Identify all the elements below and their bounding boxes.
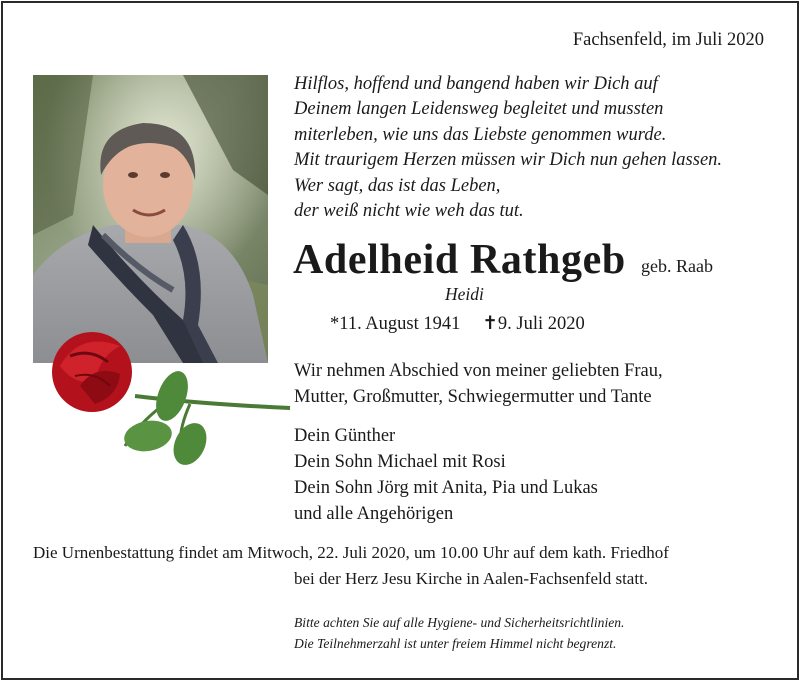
life-dates <box>330 313 585 335</box>
funeral-info-line-1: Die Urnenbestattung findet am Mitwoch, 22. Juli 2020, um 10.00 Uhr auf dem kath. Friedhof <box>33 543 669 562</box>
poem-line: Deinem langen Leidensweg begleitet und mussten <box>294 99 664 120</box>
farewell-text <box>294 358 663 410</box>
deceased-name: Adelheid Rathgeb <box>293 237 626 283</box>
notice-line: Die Teilnehmerzahl ist unter freiem Himmel nicht begrenzt. <box>294 636 617 651</box>
poem-line: Mit traurigem Herzen müssen wir Dich nun gehen lassen. <box>294 150 723 171</box>
poem-line: der weiß nicht wie weh das tut. <box>294 201 524 222</box>
portrait-photo <box>33 75 268 363</box>
place-and-date: Fachsenfeld, im Juli 2020 <box>572 30 764 50</box>
poem-line: Hilflos, hoffend und bangend haben wir Dich auf <box>294 74 658 94</box>
hygiene-notice <box>294 612 624 654</box>
farewell-line: Wir nehmen Abschied von meiner geliebten Frau, <box>294 361 663 381</box>
poem-line: Wer sagt, das ist das Leben, <box>294 175 501 196</box>
rose-icon <box>40 326 300 476</box>
family-member: und alle Angehörigen <box>294 504 454 524</box>
birth-date: *11. August 1941 <box>330 314 461 334</box>
death-date: ✝9. Juli 2020 <box>482 314 585 334</box>
family-member: Dein Günther <box>294 426 396 446</box>
nickname: Heidi <box>445 284 484 304</box>
farewell-line: Mutter, Großmutter, Schwiegermutter und Tante <box>294 387 652 407</box>
notice-line: Bitte achten Sie auf alle Hygiene- und Sicherheitsrichtlinien. <box>294 615 625 630</box>
family-member: Dein Sohn Jörg mit Anita, Pia und Lukas <box>294 478 598 498</box>
birth-name: geb. Raab <box>641 256 713 276</box>
family-member: Dein Sohn Michael mit Rosi <box>294 452 506 472</box>
family-list <box>294 423 598 527</box>
funeral-info-line-2: bei der Herz Jesu Kirche in Aalen-Fachsenfeld statt. <box>294 569 649 588</box>
poem-line: miterleben, wie uns das Liebste genommen wurde. <box>294 124 667 145</box>
memorial-poem <box>294 72 722 224</box>
